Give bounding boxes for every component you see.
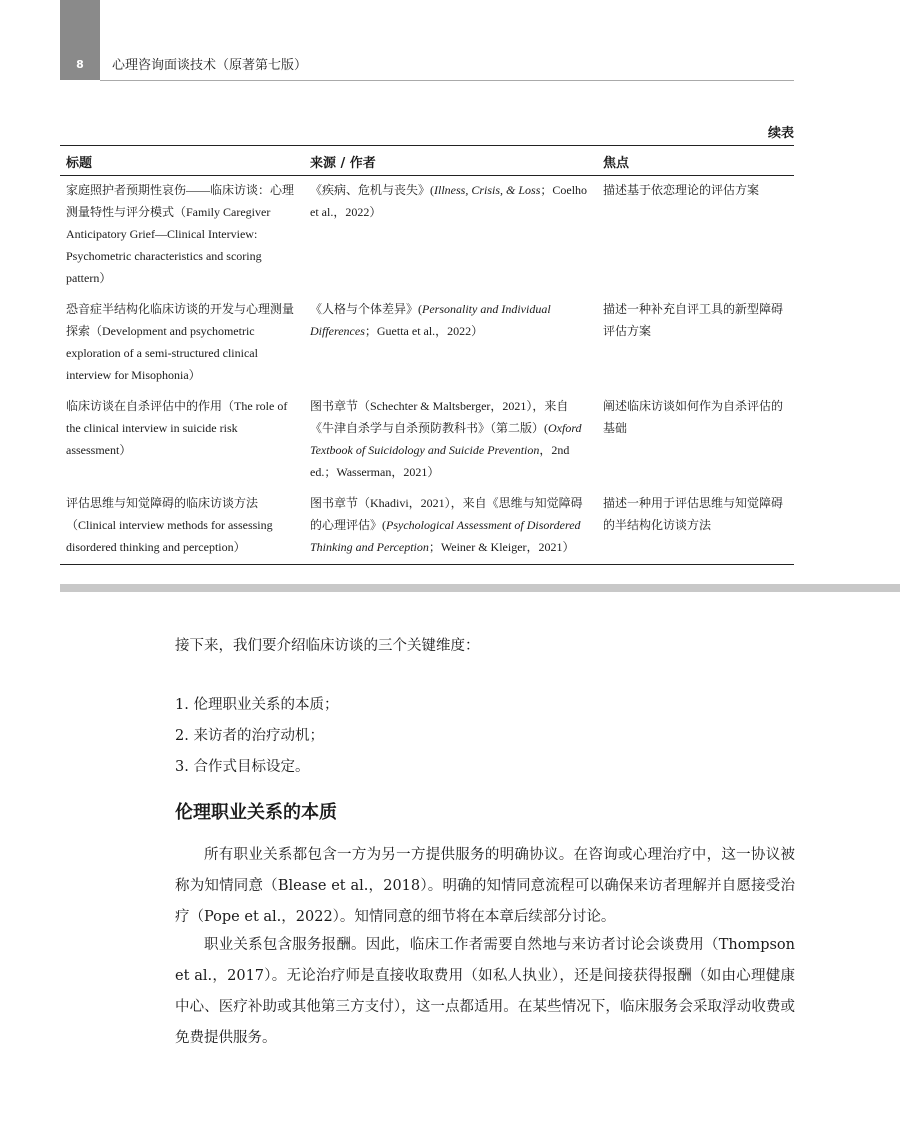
source-text: 《人格与个体差异》(: [310, 302, 422, 316]
source-italic-text: Oxford Textbook of Suicidology and Suicide Prevention: [310, 421, 582, 457]
source-italic-text: Psychological Assessment of Disordered Thinking and Perception: [310, 518, 581, 554]
source-text: ，2nd ed.；Wasserman，2021）: [310, 443, 570, 479]
intro-sentence: 接下来，我们要介绍临床访谈的三个关键维度：: [175, 638, 480, 654]
reference-table: [60, 145, 794, 565]
source-italic-text: Personality and Individual Differences: [310, 302, 551, 338]
table-row: [60, 392, 794, 489]
cell-source: [304, 392, 597, 489]
source-text: 图书章节（Schechter & Maltsberger，2021），来自《牛津自杀学与自杀预防教科书》（第二版）(: [310, 399, 569, 435]
body-paragraph: 所有职业关系都包含一方为另一方提供服务的明确协议。在咨询或心理治疗中，这一协议被称为知情同意（Blease et al.，2018）。明确的知情同意流程可以确保来访者理解并自愿接受治疗（Pope et al.，2022）。知情同意的细节将在本章后续部分讨论。: [175, 847, 795, 925]
column-header-focus: 焦点: [603, 156, 630, 171]
cell-title: 评估思维与知觉障碍的临床访谈方法（Clinical interview methods for assessing disordered thinking and perception）: [66, 496, 273, 554]
cell-focus: 描述一种补充自评工具的新型障碍评估方案: [603, 302, 784, 338]
source-text: ；Coelho et al.，2022）: [310, 183, 588, 219]
table-row: [60, 489, 794, 565]
list-item: 1. 伦理职业关系的本质；: [175, 697, 339, 713]
cell-focus: 描述一种用于评估思维与知觉障碍的半结构化访谈方法: [603, 496, 784, 532]
list-item: 3. 合作式目标设定。: [175, 759, 310, 775]
table-header-row: [60, 146, 794, 176]
page-header: [0, 0, 900, 80]
source-text: ；Weiner & Kleiger，2021）: [428, 540, 575, 554]
body-paragraph: 职业关系包含服务报酬。因此，临床工作者需要自然地与来访者讨论会谈费用（Thompson et al.，2017）。无论治疗师是直接收取费用（如私人执业），还是间接获得报酬（如由心理健康中心、医疗补助或其他第三方支付），这一点都适用。在某些情况下，临床服务会采取浮动收费或免费提供服务。: [175, 937, 795, 1046]
cell-title: 恐音症半结构化临床访谈的开发与心理测量探索（Development and psychometric exploration of a semi-structured clinical interview for Misophonia）: [66, 302, 295, 382]
column-header-title: 标题: [66, 156, 93, 171]
list-item: 2. 来访者的治疗动机；: [175, 728, 324, 744]
column-header-source: 来源 / 作者: [310, 156, 376, 171]
source-text: ；Guetta et al.，2022）: [364, 324, 484, 338]
source-italic-text: Illness, Crisis, & Loss: [434, 183, 541, 197]
source-text: 《疾病、危机与丧失》(: [310, 183, 434, 197]
cell-source: [304, 489, 597, 565]
source-text: 图书章节（Khadivi，2021），来自《思维与知觉障碍的心理评估》(: [310, 496, 583, 532]
cell-focus: 描述基于依恋理论的评估方案: [603, 183, 760, 197]
continued-label: 续表: [767, 126, 794, 141]
table-row: [60, 295, 794, 392]
page-number: 8: [60, 0, 100, 80]
running-title: 心理咨询面谈技术（原著第七版）: [112, 58, 308, 73]
cell-focus: 阐述临床访谈如何作为自杀评估的基础: [603, 399, 784, 435]
section-divider-band: [60, 584, 900, 592]
cell-title: 临床访谈在自杀评估中的作用（The role of the clinical interview in suicide risk assessment）: [66, 399, 288, 457]
cell-source: [304, 176, 597, 296]
section-heading: 伦理职业关系的本质: [175, 802, 337, 823]
cell-source: [304, 295, 597, 392]
dimension-list: [175, 690, 795, 783]
header-rule: [100, 80, 794, 81]
cell-title: 家庭照护者预期性哀伤——临床访谈：心理测量特性与评分模式（Family Caregiver Anticipatory Grief—Clinical Interview: Psychometric characteristics and scoring pattern）: [66, 183, 295, 285]
table-row: [60, 176, 794, 296]
